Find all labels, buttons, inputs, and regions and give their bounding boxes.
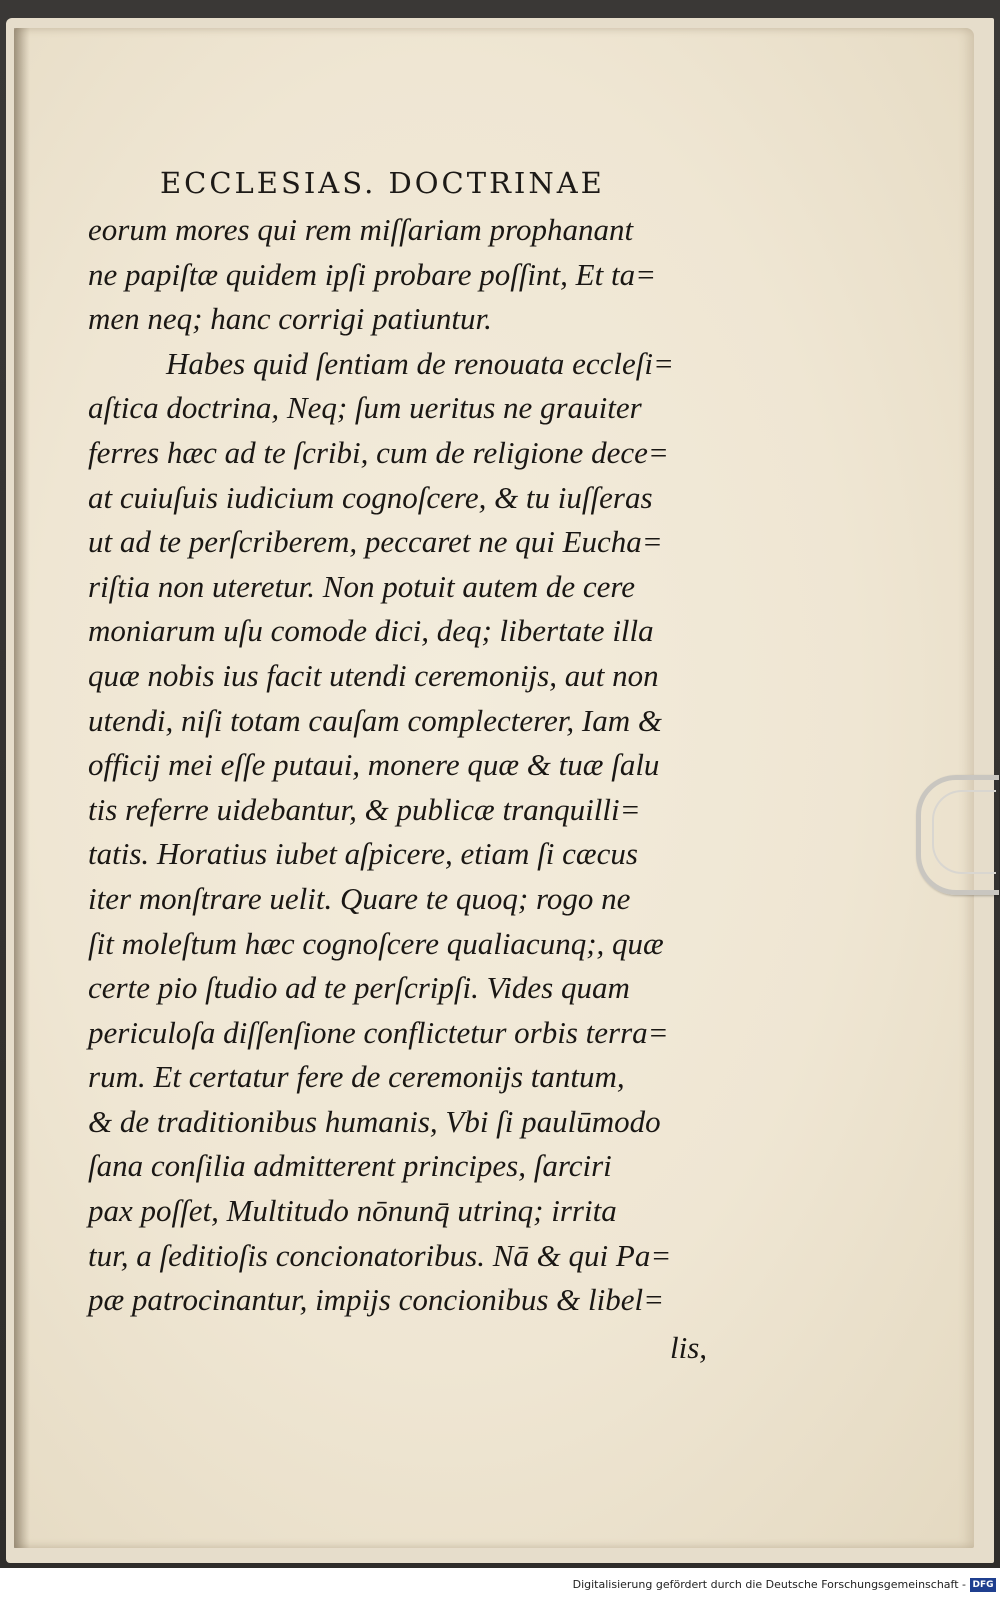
text-line: pæ patrocinantur, impijs concionibus & libel= bbox=[88, 1282, 665, 1318]
text-line: men neq; hanc corrigi patiuntur. bbox=[88, 301, 492, 337]
text-line: ſana conſilia admitterent principes, ſarciri bbox=[88, 1148, 612, 1184]
text-line: rum. Et certatur fere de ceremonijs tantum, bbox=[88, 1059, 625, 1095]
text-line: officij mei eſſe putaui, monere quæ & tuæ ſalu bbox=[88, 747, 660, 783]
paper-clip-inner-loop bbox=[932, 790, 996, 874]
funding-credit: Digitalisierung gefördert durch die Deutsche Forschungsgemeinschaft - bbox=[572, 1578, 966, 1591]
text-line: quæ nobis ius facit utendi ceremonijs, aut non bbox=[88, 657, 659, 693]
text-line: tatis. Horatius iubet aſpicere, etiam ſi cæcus bbox=[88, 836, 638, 872]
text-line: ne papiſtæ quidem ipſi probare poſſint, Et ta= bbox=[88, 256, 656, 292]
text-line: ut ad te perſcriberem, peccaret ne qui Eucha= bbox=[88, 524, 663, 560]
text-line: eorum mores qui rem miſſariam prophanant bbox=[88, 212, 634, 247]
text-line: & de traditionibus humanis, Vbi ſi paulūmodo bbox=[88, 1103, 661, 1139]
text-line: utendi, niſi totam cauſam complecterer, Iam & bbox=[88, 702, 662, 738]
text-line: riſtia non uteretur. Non potuit autem de cere bbox=[88, 568, 636, 604]
text-line: tur, a ſeditioſis concionatoribus. Nā & qui Pa= bbox=[88, 1237, 672, 1273]
text-line: pax poſſet, Multitudo nōnunq̄ utrinq; irrita bbox=[88, 1193, 617, 1229]
text-line: at cuiuſuis iudicium cognoſcere, & tu iuſſeras bbox=[88, 479, 653, 515]
text-line: iter monſtrare uelit. Quare te quoq; rogo ne bbox=[88, 880, 631, 916]
body-text bbox=[88, 208, 738, 1323]
text-line: moniarum uſu comode dici, deq; libertate illa bbox=[88, 613, 654, 649]
text-line: ferres hæc ad te ſcribi, cum de religione dece= bbox=[88, 434, 669, 470]
catchword: lis, bbox=[670, 1330, 708, 1365]
text-line: aſtica doctrina, Neq; ſum ueritus ne grauiter bbox=[88, 390, 642, 426]
text-line-paragraph-start: Habes quid ſentiam de renouata eccleſi= bbox=[166, 345, 674, 381]
spine-shadow bbox=[14, 28, 30, 1548]
dfg-logo: DFG bbox=[970, 1578, 996, 1592]
text-line: ſit moleſtum hæc cognoſcere qualiacunq;, quæ bbox=[88, 925, 664, 961]
text-line: periculoſa diſſenſione conflictetur orbis terra= bbox=[88, 1014, 669, 1050]
text-line: certe pio ſtudio ad te perſcripſi. Vides quam bbox=[88, 970, 630, 1006]
text-line: tis referre uidebantur, & publicæ tranquilli= bbox=[88, 791, 641, 827]
running-title: ECCLESIAS. DOCTRINAE bbox=[160, 166, 605, 200]
